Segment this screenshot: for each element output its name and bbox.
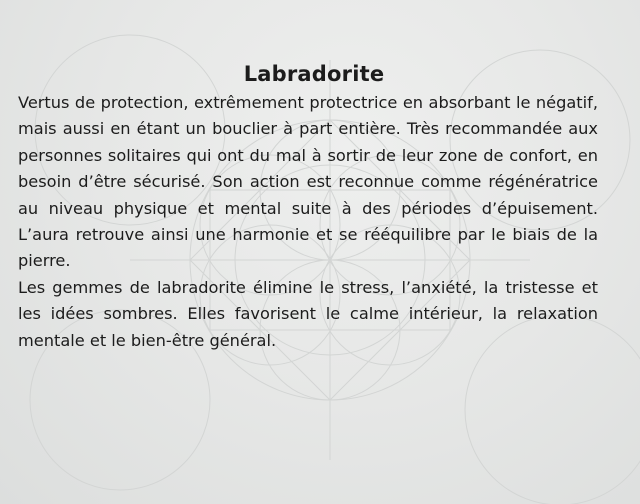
paragraph-protection: Vertus de protection, extrêmement protectrice en absorbant le négatif, mais aussi en étant un bouclier à part entière. Très recommandée aux personnes solitaires qui ont du mal à sortir de leur zone de confort, en besoin d’être sécurisé. Son action est reconnue comme régénératrice au niveau physique et mental suite à des périodes d’épuisement. L’aura retrouve ainsi une harmonie et se rééquilibre par le biais de la pierre. (18, 93, 598, 271)
document-title: Labradorite (243, 62, 385, 86)
paragraph-gemmes: Les gemmes de labradorite élimine le stress, l’anxiété, la tristesse et les idées sombres. Elles favorisent le calme intérieur, la relaxation mentale et le bien-être général. (18, 277, 598, 350)
document-body (18, 58, 598, 354)
